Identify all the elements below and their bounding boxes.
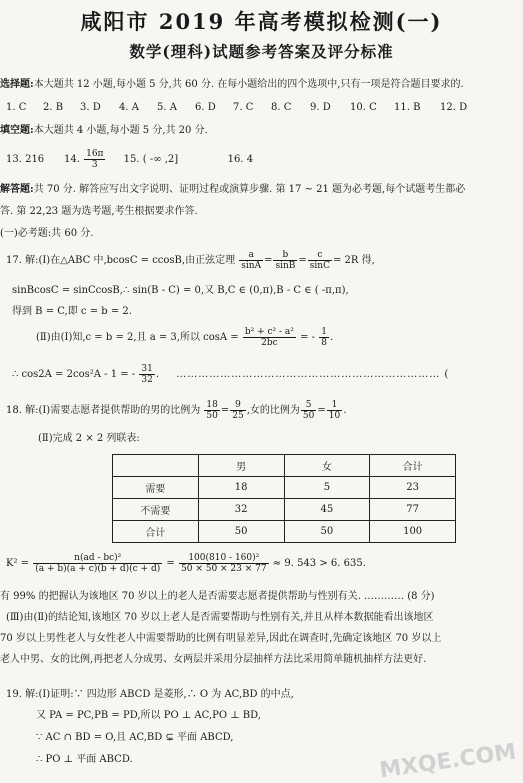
q17-line-2: sinBcosC = sinCcosB,∴ sin(B - C) = 0,又 B,C ∈ (0,π),B - C ∈ ( -π,π), [12,285,349,296]
q17-line-3: 得到 B = C,即 c = b = 2. [12,306,132,317]
q19-line-1: 19. 解:(Ⅰ)证明:∵ 四边形 ABCD 是菱形,∴ O 为 AC,BD 的中点, [6,689,294,700]
table-cell: 5 [284,477,370,499]
contingency-table [112,454,456,543]
table-header-cell: 女 [284,455,370,477]
table-cell: 合计 [113,521,199,543]
answer-11: 11. B [394,102,421,113]
answer-10: 10. C [350,102,377,113]
k2-eq: = [166,558,175,569]
solve-desc-2: 答. 第 22,23 题为选考题,考生根据要求作答. [0,206,198,217]
table-cell: 77 [370,499,456,521]
q18-text-1a: 18. 解:(Ⅰ)需要志愿者提供帮助的男的比例为 [6,405,201,416]
q18-line-5: (Ⅲ)由(Ⅱ)的结论知,该地区 70 岁以上老人是否需要帮助与性别有关,并且从样本数据能看出该地区 [6,612,434,623]
answer-7: 7. C [233,102,254,113]
answer-2: 2. B [43,102,64,113]
q17-frac-a: $\frac{a}{\sin A}$ [241,250,262,271]
q18-frac-4: $\frac{1}{10}$ [328,400,341,421]
answer-14-label: 14. [64,154,80,165]
answer-16: 16. 4 [227,154,254,165]
fill-desc: 本大题共 4 小题,每小题 5 分,共 20 分. [33,125,208,136]
answer-14-fraction: $\frac{16\pi}{3}$ [86,149,104,170]
table-cell: 50 [198,521,284,543]
q17-text-1b: = 2R 得, [332,255,375,266]
q18-frac-3: $\frac{5}{50}$ [302,400,315,421]
table-row [113,521,456,543]
table-cell: 45 [284,499,370,521]
q18-line-4: 有 99% 的把握认为该地区 70 岁以上的老人是否需要志愿者提供帮助与性别有关. ………… (8 分) [0,591,435,602]
q18-line-1: 18. 解:(Ⅰ)需要志愿者提供帮助的男的比例为 $\frac{18}{50}$ = $\frac{9}{25}$ ,女的比例为 $\frac{5}{50}$ = $\frac{1}{10}$ . [6,400,347,421]
table-cell: 100 [370,521,456,543]
table-row [113,499,456,521]
table-header-cell: 合计 [370,455,456,477]
choice-heading: 选择题: [0,79,34,90]
q18-line-6: 70 岁以上男性老人与女性老人中需要帮助的比例有明显差异,因此在调查时,先确定该地区 70 岁以上 [0,633,442,644]
choice-desc: 本大题共 12 小题,每小题 5 分,共 60 分. 在每小题给出的四个选项中,只有一项是符合题目要求的. [33,79,464,90]
answer-4: 4. A [119,102,139,113]
answer-15: 15. ( -∞ ,2] [123,154,179,165]
answer-9: 9. D [310,102,331,113]
q17-text-5a: ∴ cos2A = 2cos²A - 1 = - [12,369,136,380]
solve-intro-1 [0,183,465,196]
q17-line-4: (Ⅱ)由(Ⅰ)知,c = b = 2,且 a = 3,所以 cosA = $\frac{\text{b² + c² - a²}}{2bc}$ = - $\frac{1}{8}$ . [36,327,334,348]
choice-intro [0,78,464,91]
section-required: (一)必考题:共 60 分. [0,228,94,239]
q17-frac-b: $\frac{b}{\sin B}$ [275,250,296,271]
answer-12: 12. D [440,102,468,113]
q17-text-4a: (Ⅱ)由(Ⅰ)知,c = b = 2,且 a = 3,所以 cosA = [36,332,239,343]
q17-frac-c: $\frac{c}{\sin C}$ [309,250,330,271]
table-cell: 不需要 [113,499,199,521]
q18-line-2: (Ⅱ)完成 2 × 2 列联表: [38,433,140,444]
q17-text-4b: = - [300,332,316,343]
q17-text-1a: 17. 解:(Ⅰ)在△ABC 中,bcosC = ccosB,由正弦定理 [6,255,236,266]
answer-3: 3. D [80,102,101,113]
table-cell: 23 [370,477,456,499]
table-row [113,477,456,499]
fill-heading: 填空题: [0,125,34,136]
q18-line-7: 老人中男、女的比例,再把老人分成男、女两层并采用分层抽样方法比采用简单随机抽样方法更好. [0,654,427,665]
answer-13: 13. 216 [6,154,45,165]
q17-line-5: ∴ cos2A = 2cos²A - 1 = - $\frac{31}{32}$ . ……………………………………………………………… ( [12,364,450,385]
q18-text-1b: ,女的比例为 [246,405,300,416]
k2-label: K² = [6,558,30,569]
table-cell: 需要 [113,477,199,499]
fill-answers [6,146,253,174]
table-header-row [113,455,456,477]
answer-1: 1. C [6,102,27,113]
q17-frac-cos2A: $\frac{31}{32}$ [141,364,153,385]
q17-dots: ……………………………………………………………… ( [176,369,450,380]
q17-frac-cosA: $\frac{\text{b² + c² - a²}}{2bc}$ [244,327,294,348]
answer-5: 5. A [157,102,177,113]
q19-line-4: ∴ PO ⊥ 平面 ABCD. [36,754,133,765]
table-header-cell: 男 [198,455,284,477]
answer-8: 8. C [271,102,292,113]
choice-answers [6,101,470,114]
table-header-cell [113,455,199,477]
k2-result: ≈ 9. 543 > 6. 635. [272,558,366,569]
table-cell: 18 [198,477,284,499]
k2-frac-values: $\frac{\text{100(810 - 160)²}}{50 \times 50 \times 23 \times 77}$ [181,553,267,574]
solve-desc-1: 共 70 分. 解答应写出文字说明、证明过程或演算步骤. 第 17 ~ 21 题为必考题,每个试题考生都必 [33,184,466,195]
q19-line-3: ∵ AC ∩ BD = O,且 AC,BD ⊊ 平面 ABCD, [36,732,234,743]
table-cell: 50 [284,521,370,543]
q18-frac-1: $\frac{18}{50}$ [206,400,218,421]
page-subtitle: 数学(理科)试题参考答案及评分标准 [129,42,394,61]
k2-frac-general: $\frac{\text{n(ad - bc)²}}{(a + b)(a + c)(b + d)(c + d)}$ [35,553,161,574]
page-title: 咸阳市 2019 年高考模拟检测(一) [80,9,443,34]
fill-intro [0,124,208,137]
watermark-logo: MXQE.COM [378,739,519,783]
q17-line-1: 17. 解:(Ⅰ)在△ABC 中,bcosC = ccosB,由正弦定理 $\frac{a}{\sin A}$ = $\frac{b}{\sin B}$ = $\frac{c}{\sin C}$ = 2R 得, [6,250,375,271]
q19-line-2: 又 PA = PC,PB = PD,所以 PO ⊥ AC,PO ⊥ BD, [36,710,261,721]
q17-frac-result: $\frac{1}{8}$ [321,327,327,348]
solve-heading: 解答题: [0,184,34,195]
q18-frac-2: $\frac{9}{25}$ [232,400,244,421]
q18-k2-formula [6,548,366,580]
table-cell: 32 [198,499,284,521]
answer-6: 6. D [195,102,216,113]
